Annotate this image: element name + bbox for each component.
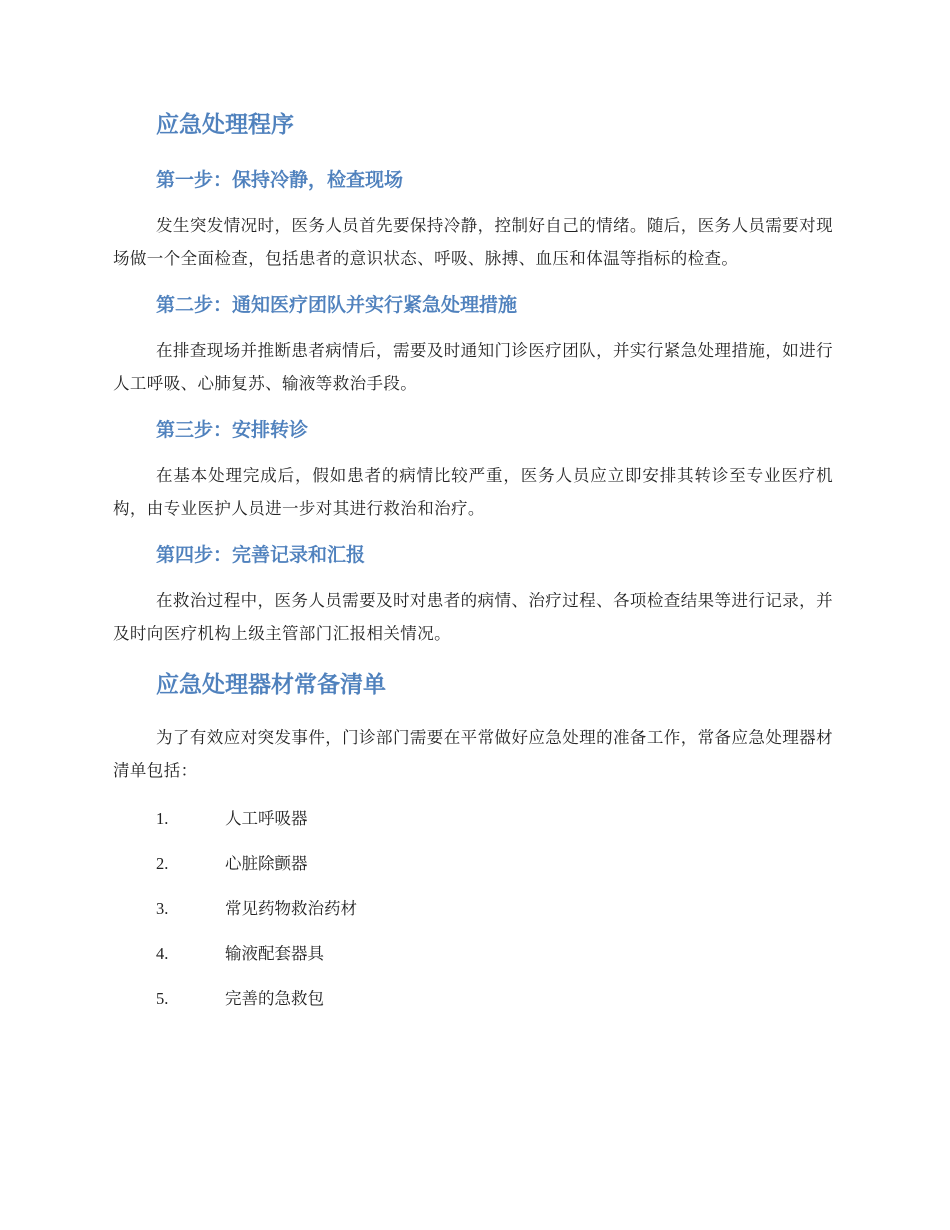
step-4-body: 在救治过程中，医务人员需要及时对患者的病情、治疗过程、各项检查结果等进行记录，并及时向医疗机构上级主管部门汇报相关情况。 <box>113 591 833 643</box>
list-item <box>113 807 833 831</box>
step-1-body: 发生突发情况时，医务人员首先要保持冷静，控制好自己的情绪。随后，医务人员需要对现场做一个全面检查，包括患者的意识状态、呼吸、脉搏、血压和体温等指标的检查。 <box>113 216 833 268</box>
list-item-text: 心脏除颤器 <box>225 854 308 873</box>
list-item-number: 2. <box>156 854 169 873</box>
list-item <box>113 942 833 966</box>
step-2-body: 在排查现场并推断患者病情后，需要及时通知门诊医疗团队，并实行紧急处理措施，如进行人工呼吸、心肺复苏、输液等救治手段。 <box>113 341 833 393</box>
list-item-text: 输液配套器具 <box>225 944 324 963</box>
step-4-title: 第四步：完善记录和汇报 <box>156 544 366 566</box>
list-item-text: 人工呼吸器 <box>225 809 308 828</box>
list-item-number: 1. <box>156 809 169 828</box>
list-item-number: 5. <box>156 989 169 1008</box>
step-1-title: 第一步：保持冷静，检查现场 <box>156 169 404 191</box>
list-item <box>113 897 833 921</box>
equipment-list <box>113 807 833 1011</box>
section-title-procedure: 应急处理程序 <box>156 112 294 138</box>
section-title-equipment: 应急处理器材常备清单 <box>156 672 386 698</box>
step-3-body: 在基本处理完成后，假如患者的病情比较严重，医务人员应立即安排其转诊至专业医疗机构，由专业医护人员进一步对其进行救治和治疗。 <box>113 466 833 518</box>
list-item-text: 完善的急救包 <box>225 989 324 1008</box>
list-item-text: 常见药物救治药材 <box>225 899 357 918</box>
list-item <box>113 852 833 876</box>
step-2-title: 第二步：通知医疗团队并实行紧急处理措施 <box>156 294 518 316</box>
equipment-intro: 为了有效应对突发事件，门诊部门需要在平常做好应急处理的准备工作，常备应急处理器材清单包括： <box>113 728 833 780</box>
list-item-number: 3. <box>156 899 169 918</box>
step-3-title: 第三步：安排转诊 <box>156 419 309 441</box>
list-item-number: 4. <box>156 944 169 963</box>
list-item <box>113 987 833 1011</box>
document-page <box>113 108 833 1032</box>
